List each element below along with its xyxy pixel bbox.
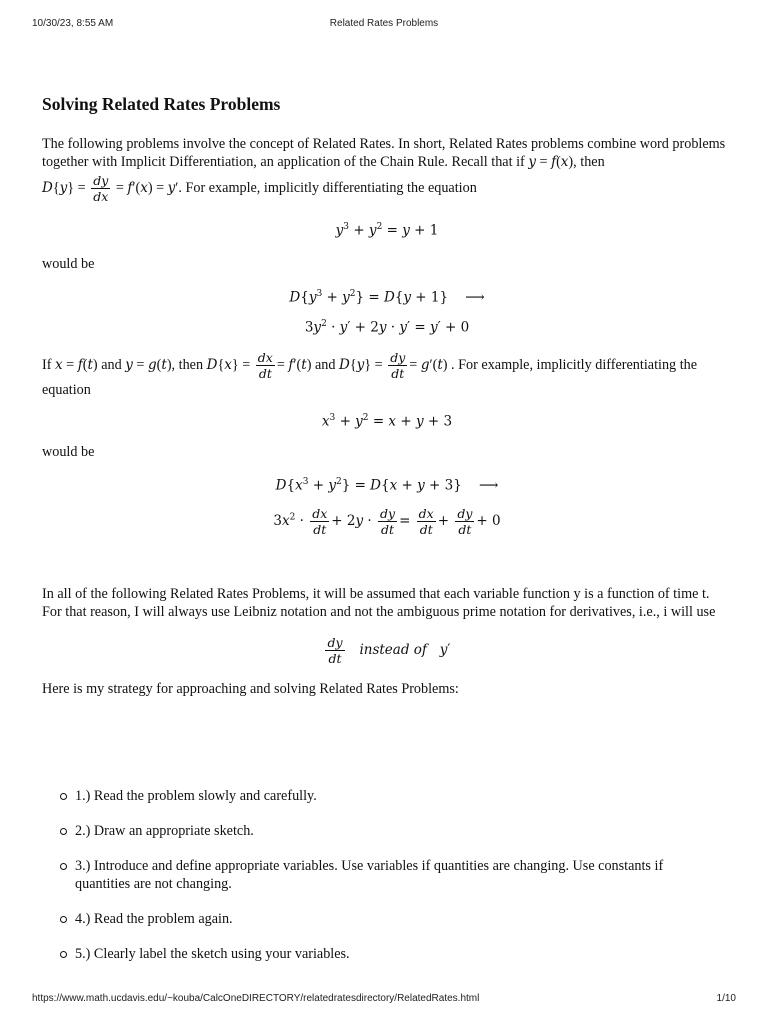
strategy-intro: Here is my strategy for approaching and solving Related Rates Problems: <box>42 680 459 697</box>
instead-of-text: instead of <box>359 641 427 658</box>
list-item: 1.) Read the problem slowly and carefully. <box>60 787 680 805</box>
list-item: 2.) Draw an appropriate sketch. <box>60 822 680 840</box>
list-item: 3.) Introduce and define appropriate variables. Use variables if quantities are changing. Use constants if quantities are not changing. <box>60 857 680 893</box>
equation-2: $D\{y^3 + y^2\} = D\{y + 1\}$ ⟶ <box>289 288 485 305</box>
parametric-paragraph: If x = f(t) and y = g(t), then D{x} = $\frac{dx}{dt}$ = f′(t) and D{y} = $\frac{dy}{dt}$ = g′(t) . For example, implicitly differentiating the equation <box>42 349 698 398</box>
print-header <box>0 18 768 32</box>
list-item: 4.) Read the problem again. <box>60 910 680 928</box>
page-url: https://www.math.ucdavis.edu/~kouba/CalcOneDIRECTORY/relatedratesdirectory/RelatedRates.html <box>32 993 480 1004</box>
print-page-title: Related Rates Problems <box>329 18 439 29</box>
leibniz-paragraph: In all of the following Related Rates Problems, it will be assumed that each variable function y is a function of time t. For that reason, I will always use Leibniz notation and not the ambiguous prime notation for derivatives, i.e., i will use <box>42 585 716 620</box>
print-footer <box>0 993 768 1007</box>
strategy-list <box>60 787 680 980</box>
equation-6: $3x^2$ · $\frac{dx}{dt}$ + 2y · $\frac{dy}{dt}$ = $\frac{dx}{dt}$ + $\frac{dy}{dt}$ + 0 <box>273 505 501 537</box>
intro-derivative-line: D{y} = $\frac{dy}{dx}$ = f′(x) = y′. For example, implicitly differentiating the equation <box>42 173 477 204</box>
equation-1: $y^3 + y^2 = y + 1$ <box>335 222 439 239</box>
equation-7: $\frac{dy}{dt}$ instead of y′ <box>327 634 451 666</box>
equation-4: $x^3 + y^2 = x + y + 3$ <box>321 412 453 429</box>
article <box>42 94 732 698</box>
equation-5: $D\{x^3 + y^2\} = D\{x + y + 3\}$ ⟶ <box>275 477 499 494</box>
list-item: 5.) Clearly label the sketch using your variables. <box>60 945 680 963</box>
equation-3: $3y^2 \cdot y' + 2y \cdot y' = y' + 0$ <box>304 319 470 336</box>
would-be-2: would be <box>42 444 95 460</box>
intro-paragraph: The following problems involve the concept of Related Rates. In short, Related Rates problems combine word problems together with Implicit Differentiation, an application of the Chain Rule. Recall that if y = f(x), then <box>42 136 726 170</box>
page-title: Solving Related Rates Problems <box>42 94 281 114</box>
would-be-1: would be <box>42 255 95 272</box>
page-number: 1/10 <box>716 993 736 1004</box>
print-timestamp: 10/30/23, 8:55 AM <box>32 18 114 29</box>
